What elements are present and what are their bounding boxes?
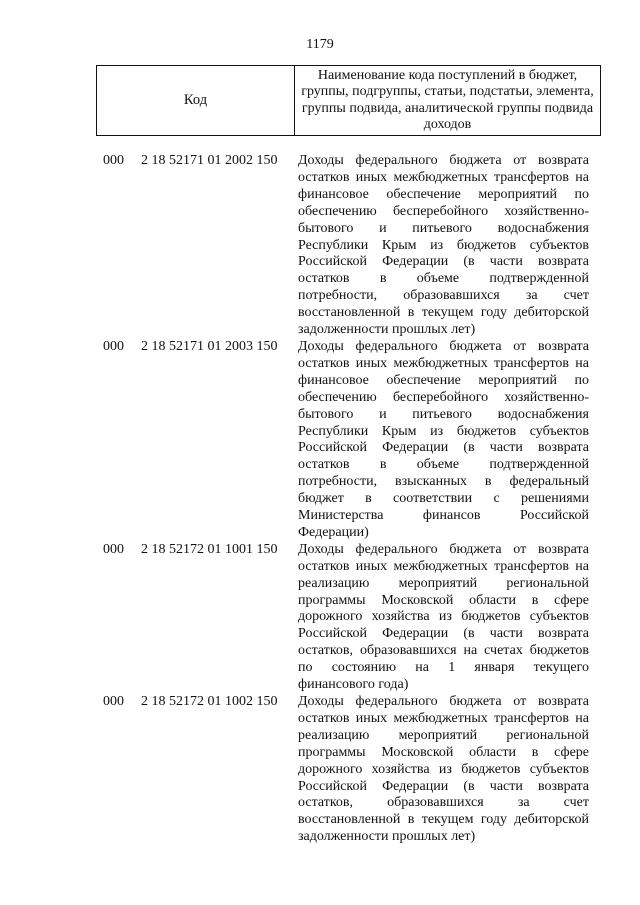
row-budget-code: 2 18 52172 01 1001 150 — [141, 541, 278, 557]
row-admin-code: 000 — [103, 338, 124, 354]
table-row — [0, 153, 640, 339]
row-budget-code: 2 18 52171 01 2002 150 — [141, 153, 278, 168]
page-number: 1179 — [306, 37, 334, 52]
table-header — [96, 65, 601, 136]
table-row — [0, 694, 640, 846]
row-description: Доходы федерального бюджета от возврата остатков иных межбюджетных трансфертов на финансовое обеспечение мероприятий по обеспечению бесперебойного хозяйственно-бытового и питьевого водоснабжения Республики Крым из бюджетов субъектов Российской Федерации (в части возврата остатков в объеме подтвержденной потребности, взысканных в федеральный бюджет в соответствии с решениями Министерства финансов Российской Федерации) — [298, 338, 589, 540]
table-body — [0, 153, 640, 846]
row-description: Доходы федерального бюджета от возврата остатков иных межбюджетных трансфертов на реализацию мероприятий региональной программы Московской области в сфере дорожного хозяйства из бюджетов субъектов Российской Федерации (в части возврата остатков, образовавшихся на счетах бюджетов по состоянию на 1 января текущего финансового года) — [298, 541, 589, 693]
row-budget-code: 2 18 52171 01 2003 150 — [141, 338, 278, 354]
row-admin-code: 000 — [103, 153, 124, 168]
row-admin-code: 000 — [103, 541, 124, 557]
row-admin-code: 000 — [103, 694, 124, 709]
row-description: Доходы федерального бюджета от возврата остатков иных межбюджетных трансфертов на реализацию мероприятий региональной программы Московской области в сфере дорожного хозяйства из бюджетов субъектов Российской Федерации (в части возврата остатков, образовавшихся за счет восстановленной в текущем году дебиторской задолженности прошлых лет) — [298, 694, 589, 845]
table-row — [0, 542, 640, 694]
header-name-column: Наименование кода поступлений в бюджет, группы, подгруппы, статьи, подстатьи, элемента, группы подвида, аналитической группы подвида доходов — [301, 67, 594, 132]
table-row — [0, 339, 640, 542]
header-code-column: Код — [97, 66, 295, 135]
row-description: Доходы федерального бюджета от возврата остатков иных межбюджетных трансфертов на финансовое обеспечение мероприятий по обеспечению бесперебойного хозяйственно-бытового и питьевого водоснабжения Республики Крым из бюджетов субъектов Российской Федерации (в части возврата остатков в объеме подтвержденной потребности, образовавшихся за счет восстановленной в текущем году дебиторской задолженности прошлых лет) — [298, 153, 589, 338]
row-budget-code: 2 18 52172 01 1002 150 — [141, 694, 278, 709]
